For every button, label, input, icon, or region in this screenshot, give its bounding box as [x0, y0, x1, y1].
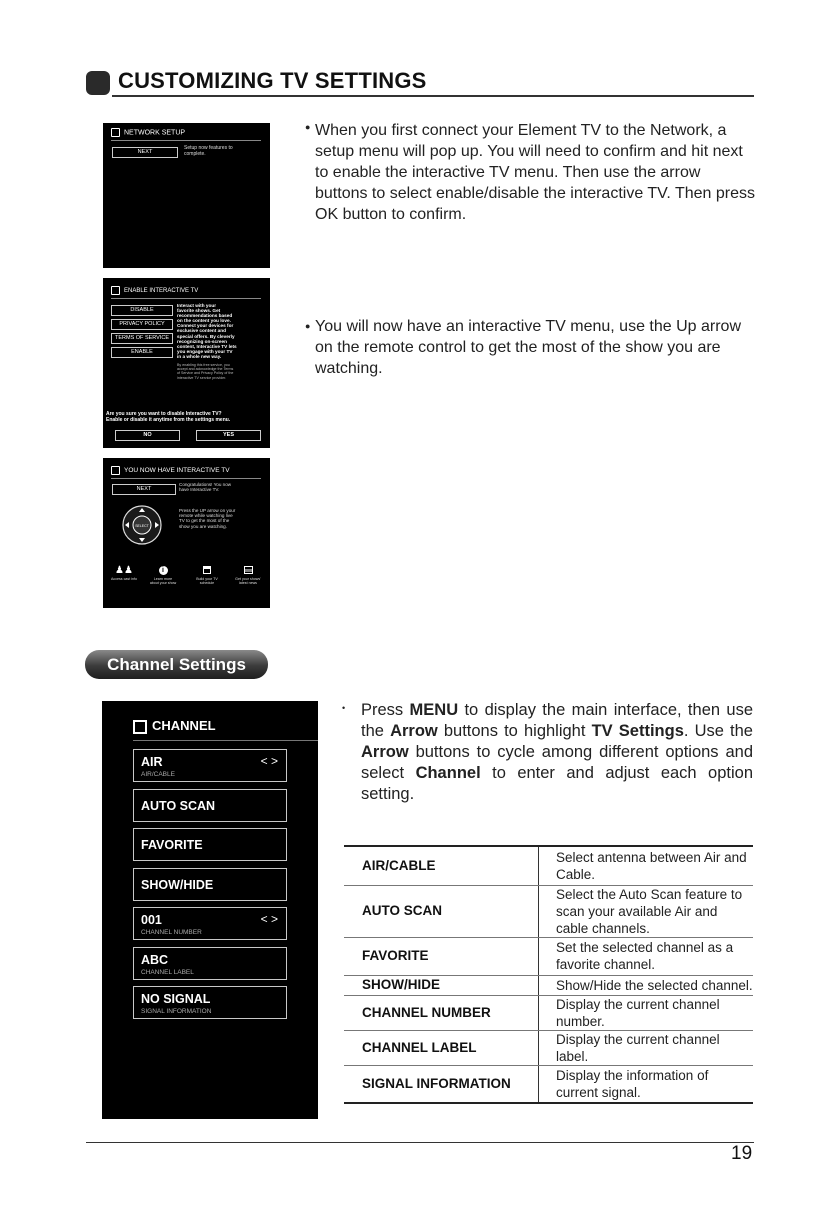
network-paragraph: When you first connect your Element TV to the Network, a setup menu will pop up. You will need to confirm and hit next to enable the interactive TV menu. Then use the arrow buttons to select enable/disable the interactive TV. Then press OK button to confirm.: [315, 122, 755, 223]
checkbox-icon: [111, 128, 120, 137]
fine-print: By enabling this free service, you accept and acknowledge the Terms of Service and Privacy Policy of the interactive TV service provider.: [177, 363, 234, 380]
section-icon: [86, 71, 110, 95]
checkbox-icon: [111, 286, 120, 295]
disable-question: Are you sure you want to disable Interactive TV? Enable or disable it anytime from the settings menu.: [106, 411, 231, 423]
menu-item-favorite[interactable]: FAVORITE: [133, 828, 287, 861]
enable-button[interactable]: ENABLE: [111, 347, 173, 358]
select-label: SELECT: [135, 524, 149, 528]
terms-of-service-button[interactable]: TERMS OF SERVICE: [111, 333, 173, 344]
menu-paragraph: Press MENU to display the main interface, then use the Arrow buttons to highlight TV Settings. Use the Arrow buttons to cycle among different options and select Channel to enter and adjust each option setting.: [361, 701, 754, 803]
left-right-arrows-icon[interactable]: < >: [260, 754, 278, 768]
interactive-tv-title: YOU NOW HAVE INTERACTIVE TV: [111, 466, 230, 475]
checkbox-icon: [133, 720, 147, 734]
table-row: AIR/CABLE Select antenna between Air and Cable.: [344, 846, 753, 885]
bullet-icon: ●: [305, 321, 311, 331]
channel-menu-screenshot: [102, 701, 318, 1119]
left-right-arrows-icon[interactable]: < >: [260, 912, 278, 926]
disable-button[interactable]: DISABLE: [111, 305, 173, 316]
page-number: 19: [731, 1143, 753, 1164]
enable-interactive-title: ENABLE INTERACTIVE TV: [111, 286, 198, 295]
info-icon: i: [159, 566, 168, 575]
table-row: SIGNAL INFORMATION Display the information of current signal.: [344, 1065, 753, 1103]
menu-item-channel-label[interactable]: ABC CHANNEL LABEL: [133, 947, 287, 980]
people-icon: ♟♟: [115, 565, 133, 576]
interactive-paragraph: You will now have an interactive TV menu, use the Up arrow on the remote control to get the most of the show you are watching.: [315, 318, 742, 377]
section-title: CUSTOMIZING TV SETTINGS: [118, 68, 427, 93]
enable-interactive-screenshot: [103, 278, 270, 448]
news-icon: [244, 566, 253, 574]
menu-item-show-hide[interactable]: SHOW/HIDE: [133, 868, 287, 901]
next-button[interactable]: NEXT: [112, 484, 176, 495]
channel-options-table: [344, 845, 753, 1104]
bullet-icon: •: [342, 703, 346, 713]
network-setup-title: NETWORK SETUP: [111, 128, 185, 137]
footer-rule: [86, 1142, 754, 1143]
next-button[interactable]: NEXT: [112, 147, 178, 158]
congrats-text: Congratulations! You now have Interactive TV.: [179, 482, 232, 493]
tip-text: Press the UP arrow on your remote while watching live TV to get the most of the show you are watching.: [179, 508, 236, 529]
cast-info-item[interactable]: ♟♟ Access cast info: [105, 565, 143, 581]
privacy-policy-button[interactable]: PRIVACY POLICY: [111, 319, 173, 330]
table-row: CHANNEL NUMBER Display the current channel number.: [344, 995, 753, 1030]
menu-item-auto-scan[interactable]: AUTO SCAN: [133, 789, 287, 822]
no-button[interactable]: NO: [115, 430, 180, 441]
checkbox-icon: [111, 466, 120, 475]
interactive-description: Interact with your favorite shows. Get recommendations based on the content you love. Connect your devices for exclusive content and special offers. By cleverly recognizing on-screen content, Interactive TV lets you engage with your TV in a whole new way.: [177, 303, 237, 359]
channel-settings-badge: Channel Settings: [85, 650, 268, 679]
menu-item-air[interactable]: AIR AIR/CABLE < >: [133, 749, 287, 782]
yes-button[interactable]: YES: [196, 430, 261, 441]
table-row: AUTO SCAN Select the Auto Scan feature to scan your available Air and cable channels.: [344, 885, 753, 937]
bullet-icon: ●: [305, 122, 311, 132]
learn-more-item[interactable]: i Learn more about your show: [149, 567, 177, 586]
build-schedule-item[interactable]: Build your TV schedule: [188, 565, 226, 585]
network-setup-desc: Setup now features to complete.: [184, 145, 233, 157]
network-setup-screenshot: [103, 123, 270, 268]
table-row: CHANNEL LABEL Display the current channel label.: [344, 1030, 753, 1065]
table-row: SHOW/HIDE Show/Hide the selected channel.: [344, 975, 753, 995]
section-rule: [112, 95, 754, 97]
menu-item-channel-number[interactable]: 001 CHANNEL NUMBER < >: [133, 907, 287, 940]
table-row: FAVORITE Set the selected channel as a favorite channel.: [344, 937, 753, 975]
channel-menu-title: CHANNEL: [133, 718, 216, 734]
calendar-icon: [203, 566, 211, 574]
interactive-tv-screenshot: [103, 458, 270, 608]
remote-dpad-icon: [121, 504, 163, 546]
latest-news-item[interactable]: Get your shows' latest news: [228, 565, 268, 585]
menu-item-signal-information[interactable]: NO SIGNAL SIGNAL INFORMATION: [133, 986, 287, 1019]
